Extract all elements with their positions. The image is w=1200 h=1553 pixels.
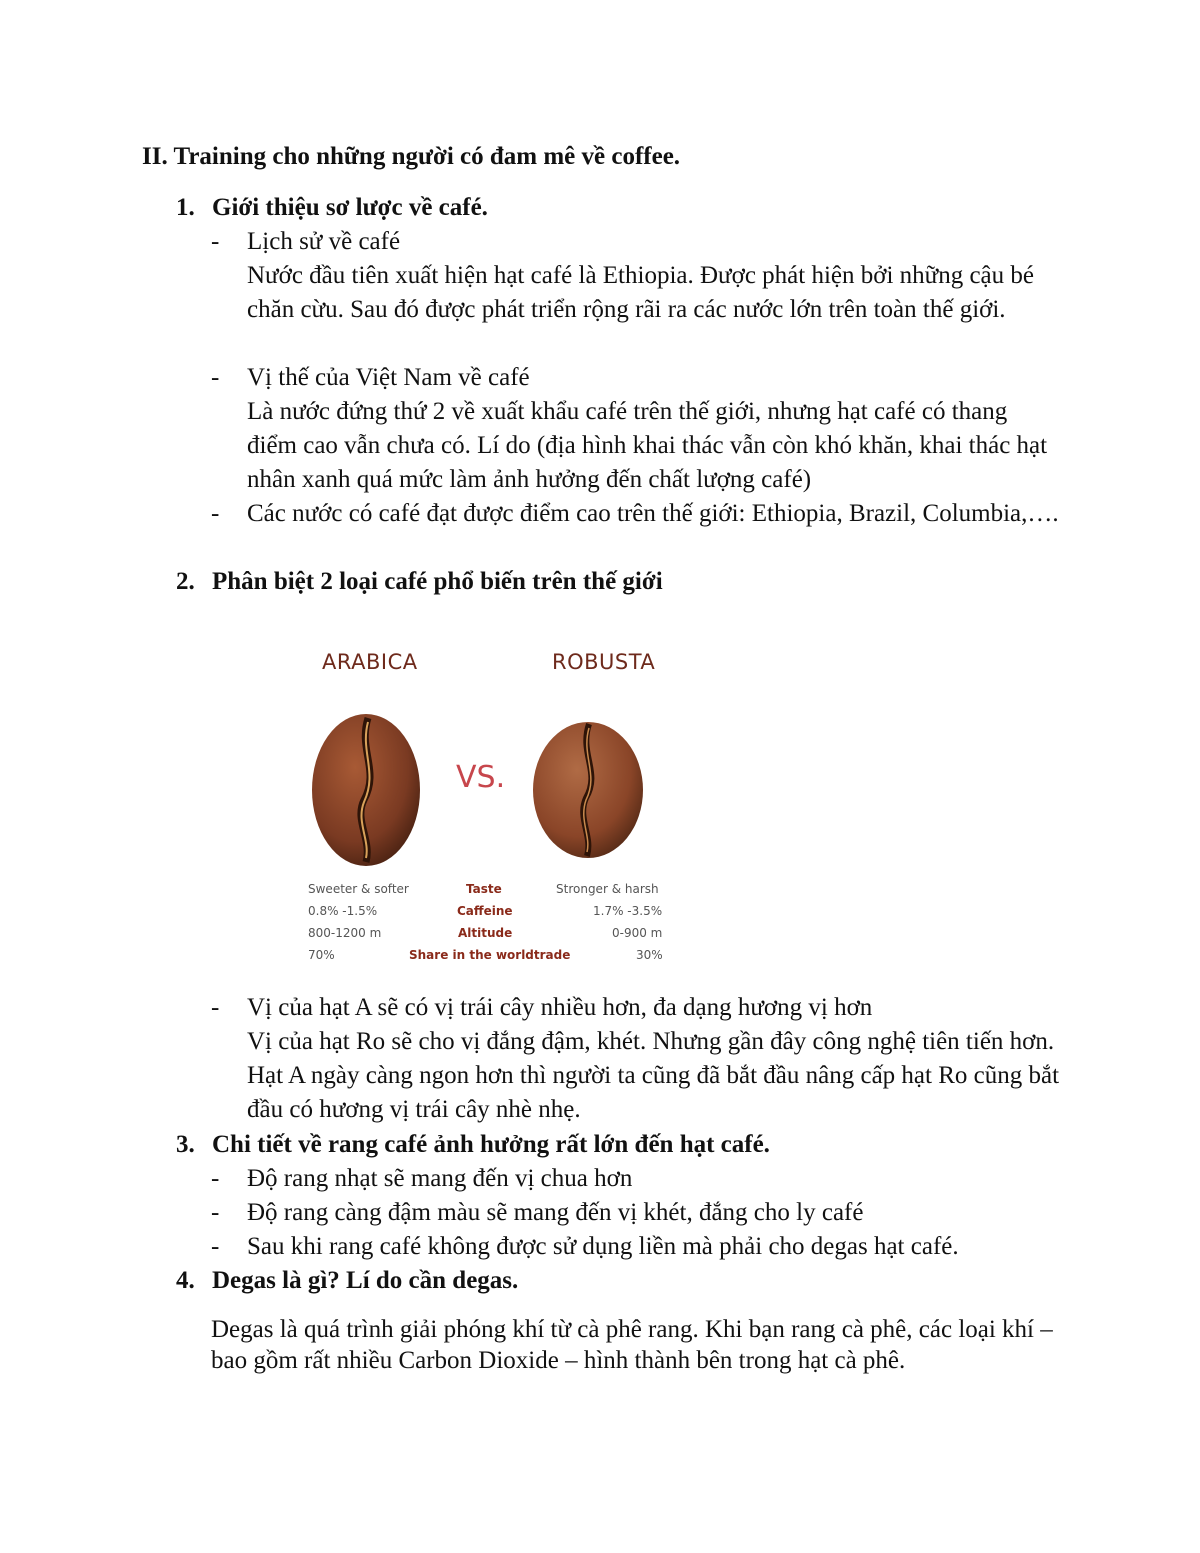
vs-label: VS.	[456, 760, 506, 795]
list-item	[211, 991, 1061, 1127]
robusta-share: 30%	[636, 948, 663, 962]
dash-bullet: -	[211, 500, 220, 527]
dash-bullet: -	[211, 1233, 220, 1260]
dash-bullet: -	[211, 994, 220, 1021]
section-number: 4.	[176, 1267, 195, 1294]
robusta-title: ROBUSTA	[552, 650, 656, 674]
arabica-share: 70%	[308, 948, 335, 962]
section-title: Phân biệt 2 loại café phổ biến trên thế giới	[212, 568, 663, 595]
list-item	[211, 225, 1061, 327]
bullet-label: Độ rang nhạt sẽ mang đến vị chua hơn	[247, 1165, 633, 1192]
bullet-label: Lịch sử về café	[247, 228, 401, 255]
section-title: Chi tiết về rang café ảnh hưởng rất lớn đến hạt café.	[212, 1131, 770, 1158]
arabica-caffeine: 0.8% -1.5%	[308, 904, 378, 918]
arabica-altitude: 800-1200 m	[308, 926, 382, 940]
dash-bullet: -	[211, 228, 220, 255]
bullet-label: Vị thế của Việt Nam về café	[247, 364, 530, 391]
list-item	[211, 1196, 1061, 1230]
label-share: Share in the worldtrade	[409, 948, 571, 962]
label-caffeine: Caffeine	[457, 904, 513, 918]
dash-bullet: -	[211, 1165, 220, 1192]
arabica-title: ARABICA	[322, 650, 418, 674]
section-title: Degas là gì? Lí do cần degas.	[212, 1267, 519, 1294]
bullet-text: Là nước đứng thứ 2 về xuất khẩu café trên thế giới, nhưng hạt café có thang điểm cao vẫn chưa có. Lí do (địa hình khai thác vẫn còn khó khăn, khai thác hạt nhân xanh quá mức làm ảnh hưởng đến chất lượng café)	[247, 398, 1048, 493]
list-item	[211, 361, 1061, 497]
robusta-caffeine: 1.7% -3.5%	[593, 904, 663, 918]
label-altitude: Altitude	[458, 926, 513, 940]
dash-bullet: -	[211, 364, 220, 391]
list-item	[211, 1230, 1061, 1264]
bullet-label: Độ rang càng đậm màu sẽ mang đến vị khét, đắng cho ly café	[247, 1199, 864, 1226]
document-title: II. Training cho những người có đam mê về coffee.	[142, 143, 681, 170]
list-item	[211, 1162, 1061, 1196]
section-title: Giới thiệu sơ lược về café.	[212, 194, 488, 221]
section-1-heading	[176, 191, 488, 225]
section-number: 1.	[176, 194, 195, 221]
bullet-label: Sau khi rang café không được sử dụng liền mà phải cho degas hạt café.	[247, 1233, 959, 1260]
arabica-bean-icon	[306, 710, 426, 870]
degas-paragraph: Degas là quá trình giải phóng khí từ cà phê rang. Khi bạn rang cà phê, các loại khí – bao gồm rất nhiều Carbon Dioxide – hình thành bên trong hạt cà phê.	[211, 1316, 1053, 1374]
section-4-heading	[176, 1264, 518, 1298]
section-number: 2.	[176, 568, 195, 595]
bullet-text: Nước đầu tiên xuất hiện hạt café là Ethiopia. Được phát hiện bởi những cậu bé chăn cừu. Sau đó được phát triển rộng rãi ra các nước lớn trên toàn thế giới.	[247, 262, 1034, 323]
bullet-text: Vị của hạt Ro sẽ cho vị đắng đậm, khét. Nhưng gần đây công nghệ tiên tiến hơn. Hạt A ngày càng ngon hơn thì người ta cũng đã bắt đầu nâng cấp hạt Ro cũng bắt đầu có hương vị trái cây nhè nhẹ.	[247, 1028, 1060, 1123]
robusta-bean-icon	[529, 718, 647, 863]
label-taste: Taste	[466, 882, 502, 896]
bullet-label: Các nước có café đạt được điểm cao trên thế giới: Ethiopia, Brazil, Columbia,….	[247, 500, 1059, 527]
section-number: 3.	[176, 1131, 195, 1158]
section-2-heading	[176, 565, 663, 599]
section-3-heading	[176, 1128, 770, 1162]
arabica-vs-robusta-figure	[246, 600, 712, 980]
list-item	[211, 497, 1061, 531]
robusta-taste: Stronger & harsh	[556, 882, 659, 896]
bullet-label: Vị của hạt A sẽ có vị trái cây nhiều hơn, đa dạng hương vị hơn	[247, 994, 873, 1021]
robusta-altitude: 0-900 m	[612, 926, 663, 940]
dash-bullet: -	[211, 1199, 220, 1226]
arabica-taste: Sweeter & softer	[308, 882, 409, 896]
